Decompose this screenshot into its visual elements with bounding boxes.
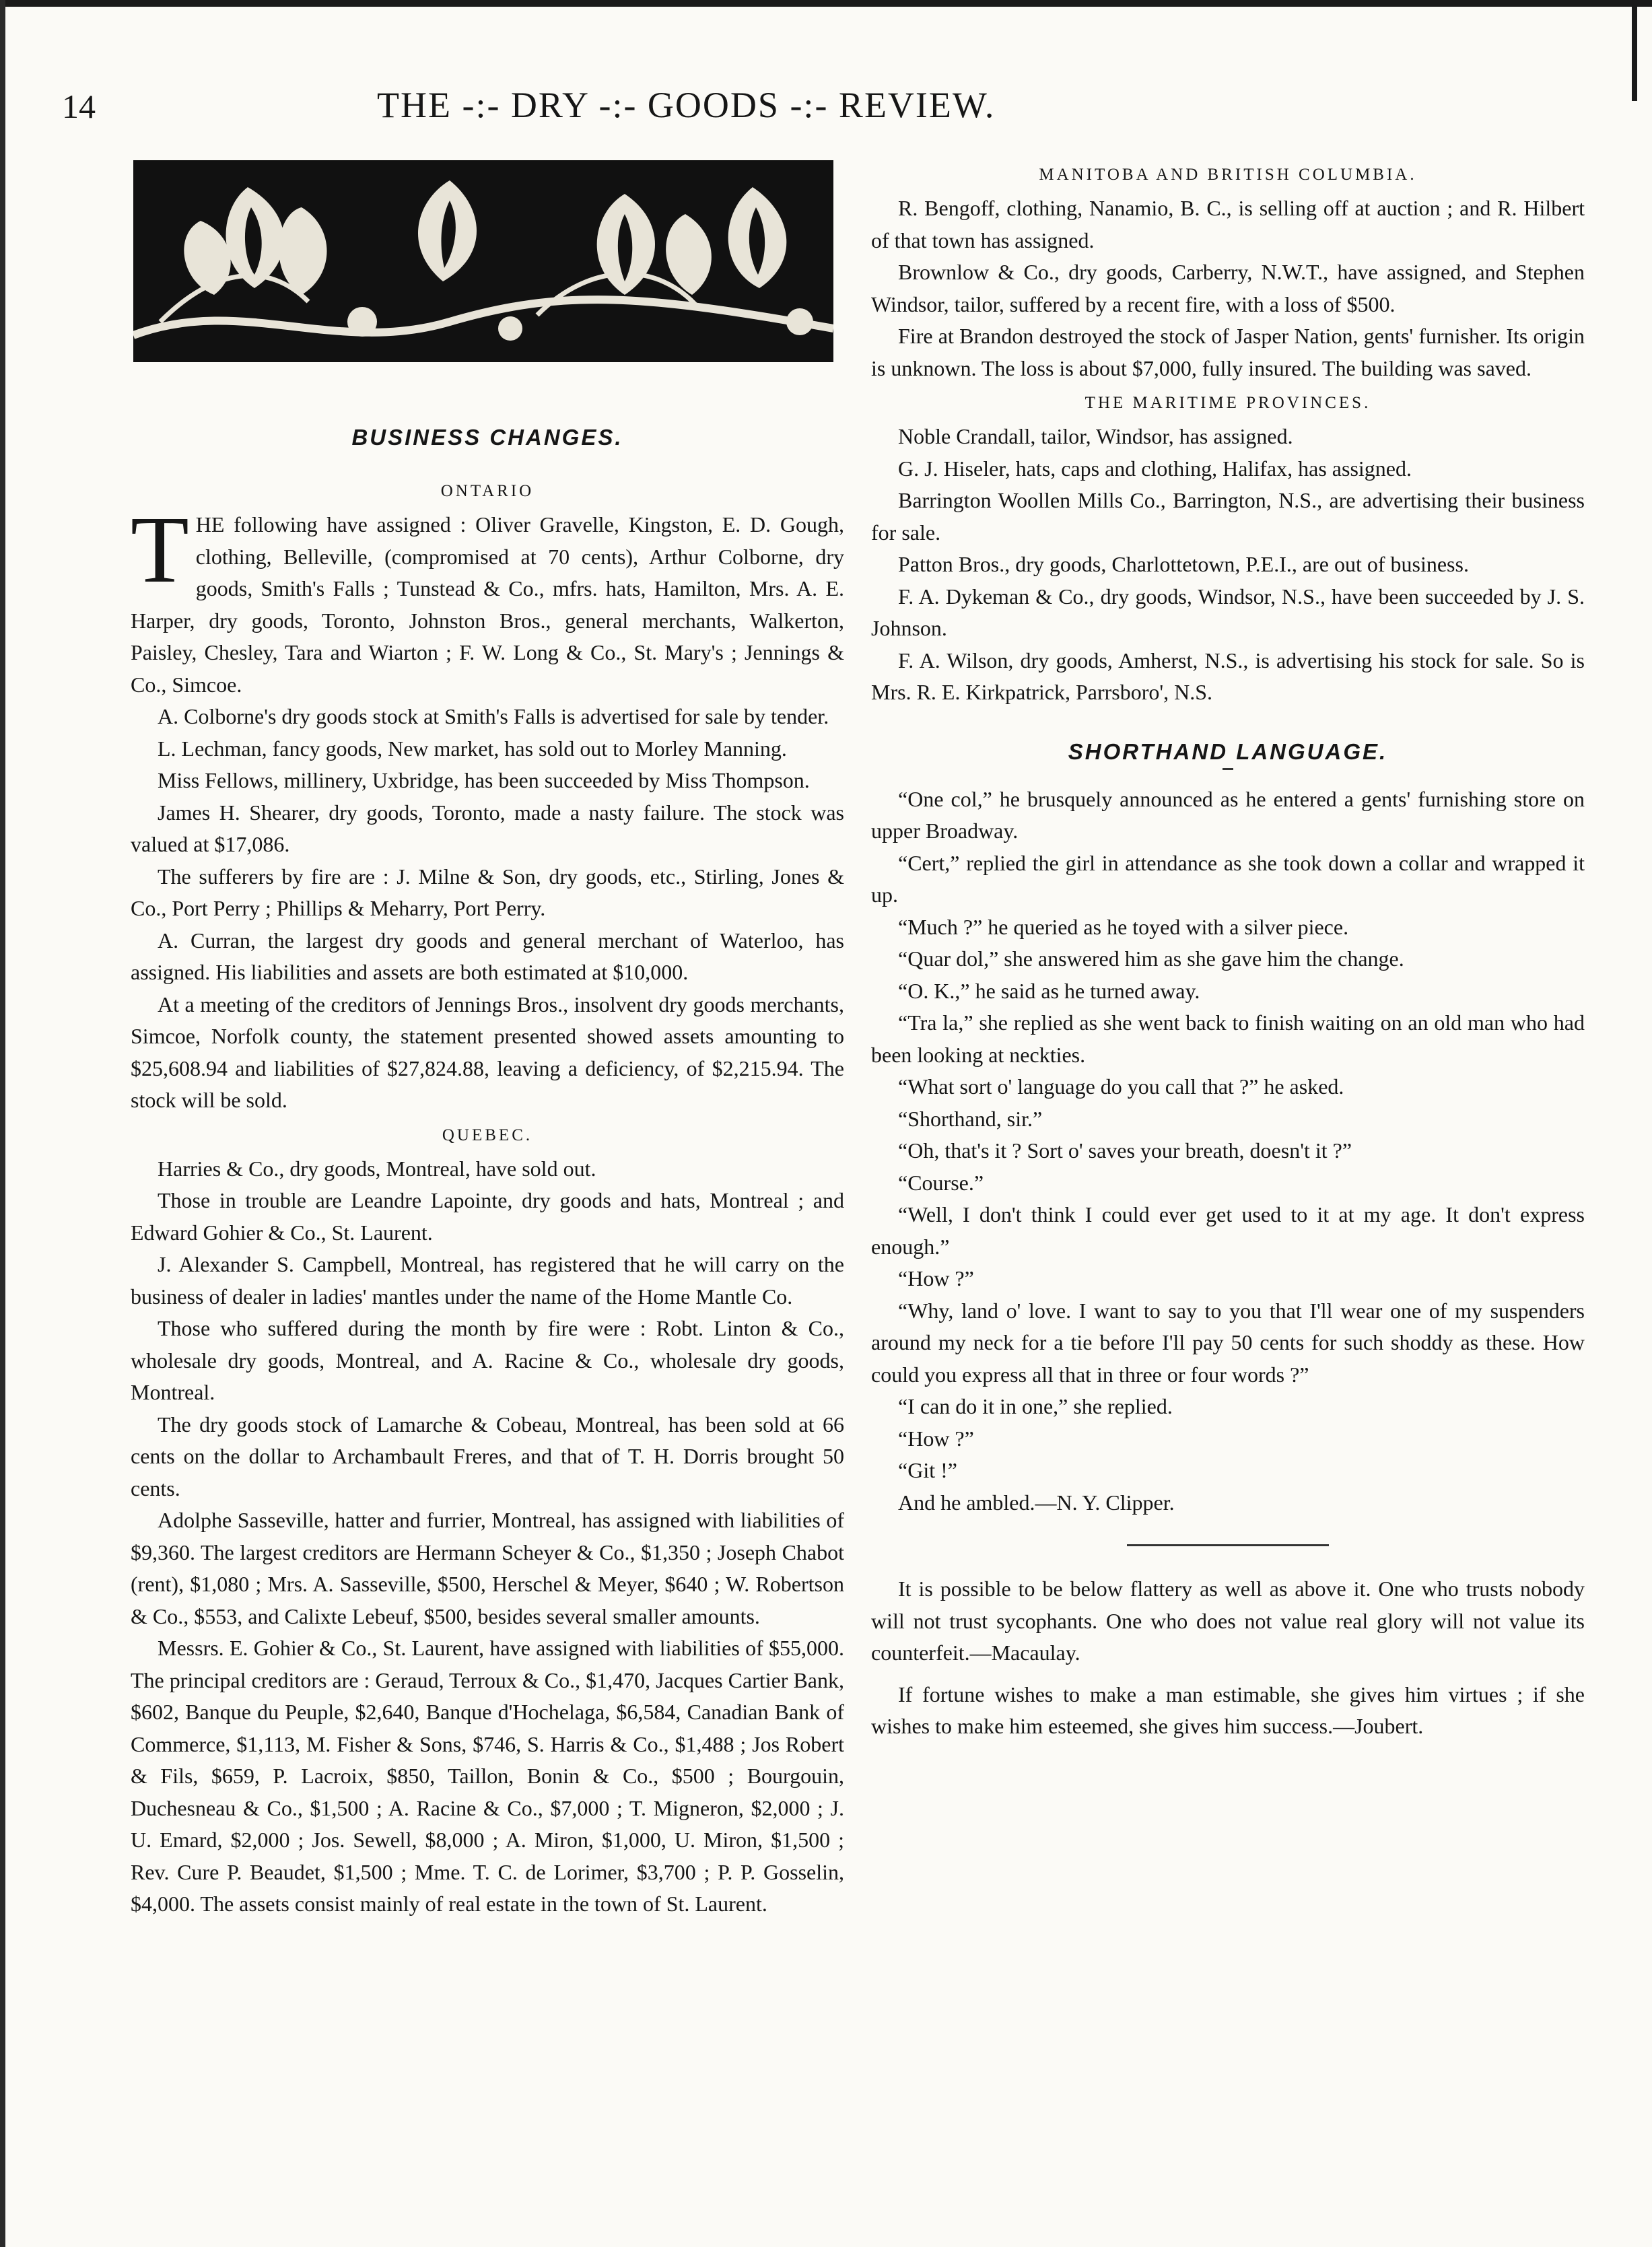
shorthand-language-heading: SHORTHAND LANGUAGE. xyxy=(1068,738,1388,764)
shorthand-paragraph-2: “Cert,” replied the girl in attendance as she took down a collar and wrapped it up. xyxy=(871,850,1585,907)
quebec-paragraph-2: Those in trouble are Leandre Lapointe, dry goods and hats, Montreal ; and Edward Gohier & Co., St. Laurent. xyxy=(131,1188,844,1245)
maritime-paragraph-4: Patton Bros., dry goods, Charlottetown, P.E.I., are out of business. xyxy=(898,552,1469,576)
shorthand-paragraph-11: “Well, I don't think I could ever get used to it at my age. It don't express enough.” xyxy=(871,1202,1585,1259)
manitoba-heading: MANITOBA AND BRITISH COLUMBIA. xyxy=(1039,166,1417,184)
drop-cap-letter: T xyxy=(131,496,189,602)
shorthand-paragraph-7: “What sort o' language do you call that ?” he asked. xyxy=(898,1074,1344,1099)
maritime-paragraph-3: Barrington Woollen Mills Co., Barrington, N.S., are advertising their business for sale. xyxy=(871,488,1585,545)
maritime-paragraph-6: F. A. Wilson, dry goods, Amherst, N.S., is advertising his stock for sale. So is Mrs. R. E. Kirkpatrick, Parrsboro', N.S. xyxy=(871,648,1585,704)
shorthand-paragraph-8: “Shorthand, sir.” xyxy=(898,1106,1043,1131)
page-edge-right xyxy=(1632,0,1637,101)
shorthand-paragraph-10: “Course.” xyxy=(898,1170,984,1195)
maritime-heading: THE MARITIME PROVINCES. xyxy=(1085,394,1371,412)
ontario-paragraph-6: The sufferers by fire are : J. Milne & Son, dry goods, etc., Stirling, Jones & Co., Port Perry ; Phillips & Meharry, Port Perry. xyxy=(131,864,844,920)
maritime-paragraph-1: Noble Crandall, tailor, Windsor, has assigned. xyxy=(898,424,1293,448)
ontario-paragraph-5: James H. Shearer, dry goods, Toronto, made a nasty failure. The stock was valued at $17,086. xyxy=(131,800,844,856)
ontario-paragraph-8: At a meeting of the creditors of Jennings Bros., insolvent dry goods merchants, Simcoe, Norfolk county, the statement presented showed assets amounting to $25,608.94 and liabilities of $27,824.88, leaving a deficiency, of $2,215.94. The stock will be sold. xyxy=(131,992,844,1112)
shorthand-paragraph-14: “I can do it in one,” she replied. xyxy=(898,1394,1173,1418)
quote-paragraph-macaulay: It is possible to be below flattery as well as above it. One who trusts nobody will not trust sycophants. One who does not value real glory will not value its counterfeit.—Macaulay. xyxy=(871,1577,1585,1665)
ontario-paragraph-1: THE following have assigned : Oliver Gravelle, Kingston, E. D. Gough, clothing, Belleville, (compromised at 70 cents), Arthur Colborne, dry goods, Smith's Falls ; Tunstead & Co., mfrs. hats, Hamilton, Mrs. A. E. Harper, dry goods, Toronto, Johnston Bros., general merchants, Walkerton, Paisley, Chesley, Tara and Wiarton ; F. W. Long & Co., St. Mary's ; Jennings & Co., Simcoe. xyxy=(131,496,844,697)
shorthand-paragraph-5: “O. K.,” he said as he turned away. xyxy=(898,978,1200,1003)
shorthand-paragraph-17: And he ambled.—N. Y. Clipper. xyxy=(898,1490,1175,1515)
right-column xyxy=(871,160,1585,1743)
business-changes-heading: BUSINESS CHANGES. xyxy=(351,425,623,450)
page-number: 14 xyxy=(62,88,96,125)
left-column xyxy=(131,160,844,1921)
manitoba-paragraph-1: R. Bengoff, clothing, Nanamio, B. C., is selling off at auction ; and R. Hilbert of that town has assigned. xyxy=(871,196,1585,252)
ontario-paragraph-4: Miss Fellows, millinery, Uxbridge, has been succeeded by Miss Thompson. xyxy=(158,768,810,792)
page-edge-left xyxy=(0,0,5,2247)
ontario-paragraph-2: A. Colborne's dry goods stock at Smith's Falls is advertised for sale by tender. xyxy=(158,704,829,728)
quebec-paragraph-7: Messrs. E. Gohier & Co., St. Laurent, have assigned with liabilities of $55,000. The principal creditors are : Geraud, Terroux & Co., $1,470, Jacques Cartier Bank, $602, Banque du Peuple, $2,640, Banque d'Hochelaga, $6,584, Canadian Bank of Commerce, $1,113, M. Fisher & Sons, $746, S. Harris & Co., $1,488 ; Jos Robert & Fils, $659, P. Lacroix, $850, Taillon, Bonin & Co., $500 ; Bourgouin, Duchesneau & Co., $1,500 ; A. Racine & Co., $7,000 ; T. Migneron, $2,000 ; J. U. Emard, $2,000 ; Jos. Sewell, $8,000 ; A. Miron, $1,000, U. Miron, $1,500 ; Rev. Cure P. Beaudet, $1,500 ; Mme. T. C. de Lorimer, $3,700 ; P. P. Gosselin, $4,000. The assets consist mainly of real estate in the town of St. Laurent. xyxy=(131,1636,844,1916)
quebec-heading: QUEBEC. xyxy=(442,1126,533,1144)
shorthand-paragraph-16: “Git !” xyxy=(898,1458,957,1482)
quebec-paragraph-3: J. Alexander S. Campbell, Montreal, has registered that he will carry on the business of dealer in ladies' mantles under the name of the Home Mantle Co. xyxy=(131,1252,844,1309)
shorthand-paragraph-6: “Tra la,” she replied as she went back to finish waiting on an old man who had been looking at neckties. xyxy=(871,1010,1585,1067)
shorthand-paragraph-15: “How ?” xyxy=(898,1426,974,1451)
ontario-paragraph-3: L. Lechman, fancy goods, New market, has sold out to Morley Manning. xyxy=(158,736,787,761)
page-edge-top xyxy=(0,0,1652,7)
floral-ornament-banner xyxy=(133,160,833,362)
quebec-paragraph-4: Those who suffered during the month by fire were : Robt. Linton & Co., wholesale dry goods, Montreal, and A. Racine & Co., wholesale dry goods, Montreal. xyxy=(131,1316,844,1404)
section-divider xyxy=(1127,1544,1329,1546)
ontario-paragraph-7: A. Curran, the largest dry goods and general merchant of Waterloo, has assigned. His liabilities and assets are both estimated at $10,000. xyxy=(131,928,844,984)
quebec-paragraph-6: Adolphe Sasseville, hatter and furrier, Montreal, has assigned with liabilities of $9,360. The largest creditors are Hermann Scheyer & Co., $1,350 ; Joseph Chabot (rent), $1,080 ; Mrs. A. Sasseville, $500, Herschel & Meyer, $640 ; W. Robertson & Co., $553, and Calixte Lebeuf, $500, besides several smaller amounts. xyxy=(131,1508,844,1628)
shorthand-paragraph-12: “How ?” xyxy=(898,1266,974,1290)
heading-dash xyxy=(1223,768,1233,770)
shorthand-paragraph-1: “One col,” he brusquely announced as he entered a gents' furnishing store on upper Broadway. xyxy=(871,786,1585,843)
quebec-paragraph-5: The dry goods stock of Lamarche & Cobeau, Montreal, has been sold at 66 cents on the dollar to Archambault Freres, and that of T. H. Dorris brought 50 cents. xyxy=(131,1412,844,1500)
manitoba-paragraph-2: Brownlow & Co., dry goods, Carberry, N.W.T., have assigned, and Stephen Windsor, tailor, suffered by a recent fire, with a loss of $500. xyxy=(871,260,1585,316)
quebec-paragraph-1: Harries & Co., dry goods, Montreal, have sold out. xyxy=(158,1156,596,1181)
shorthand-paragraph-4: “Quar dol,” she answered him as she gave him the change. xyxy=(898,946,1404,971)
shorthand-paragraph-9: “Oh, that's it ? Sort o' saves your breath, doesn't it ?” xyxy=(898,1138,1352,1163)
ontario-heading: ONTARIO xyxy=(440,482,535,500)
maritime-paragraph-5: F. A. Dykeman & Co., dry goods, Windsor, N.S., have been succeeded by J. S. Johnson. xyxy=(871,584,1585,640)
maritime-paragraph-2: G. J. Hiseler, hats, caps and clothing, Halifax, has assigned. xyxy=(898,456,1412,481)
floral-ornament-icon xyxy=(133,160,833,362)
shorthand-paragraph-13: “Why, land o' love. I want to say to you that I'll wear one of my suspenders around my neck for a tie before I'll pay 50 cents for such shoddy as these. How could you express all that in three or four words ?” xyxy=(871,1298,1585,1387)
manitoba-paragraph-3: Fire at Brandon destroyed the stock of Jasper Nation, gents' furnisher. Its origin is unknown. The loss is about $7,000, fully insured. The building was saved. xyxy=(871,324,1585,380)
shorthand-paragraph-3: “Much ?” he queried as he toyed with a silver piece. xyxy=(898,914,1349,939)
masthead-title: THE -:- DRY -:- GOODS -:- REVIEW. xyxy=(377,85,996,125)
quote-paragraph-joubert: If fortune wishes to make a man estimable, she gives him virtues ; if she wishes to make him esteemed, she gives him success.—Joubert. xyxy=(871,1682,1585,1738)
